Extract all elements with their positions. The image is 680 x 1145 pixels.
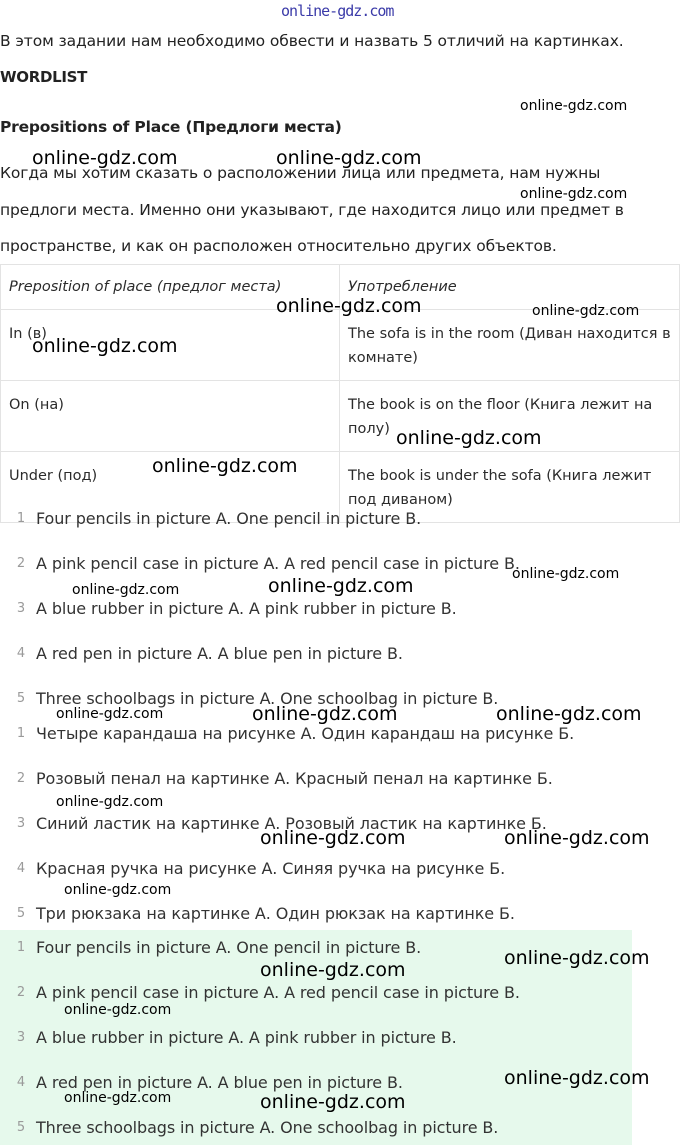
item-text: A pink pencil case in picture A. A red pencil case in picture B. xyxy=(36,983,520,1002)
watermark: online-gdz.com xyxy=(512,566,620,582)
watermark: online-gdz.com xyxy=(260,827,406,849)
table-header: Preposition of place (предлог места) xyxy=(1,265,340,310)
item-number: 2 xyxy=(16,556,26,571)
item-text: Four pencils in picture A. One pencil in picture B. xyxy=(36,938,422,957)
watermark: online-gdz.com xyxy=(520,98,628,114)
watermark: online-gdz.com xyxy=(396,427,542,449)
item-number: 3 xyxy=(16,816,26,831)
item-number: 5 xyxy=(16,906,26,921)
watermark: online-gdz.com xyxy=(520,186,628,202)
watermark: online-gdz.com xyxy=(152,455,298,477)
watermark: online-gdz.com xyxy=(496,703,642,725)
list-item xyxy=(0,556,680,601)
watermark: online-gdz.com xyxy=(64,882,172,898)
usage-line: The book is on the floor (Книга лежит на xyxy=(348,397,653,413)
item-text: A blue rubber in picture A. A pink rubber in picture B. xyxy=(36,599,457,618)
watermark: online-gdz.com xyxy=(32,335,178,357)
item-text: A blue rubber in picture A. A pink rubber in picture B. xyxy=(36,1028,457,1047)
item-number: 4 xyxy=(16,1075,26,1090)
answers-ru-list xyxy=(0,718,680,933)
table-cell xyxy=(340,310,680,381)
paragraph-line: пространстве, и как он расположен относительно других объектов. xyxy=(0,237,557,255)
item-number: 4 xyxy=(16,646,26,661)
table-cell: On (на) xyxy=(1,381,340,452)
list-item xyxy=(0,771,680,816)
item-text: A pink pencil case in picture A. A red pencil case in picture B. xyxy=(36,554,520,573)
watermark: online-gdz.com xyxy=(504,947,650,969)
watermark: online-gdz.com xyxy=(64,1002,172,1018)
item-text: Три рюкзака на картинке А. Один рюкзак на картинке Б. xyxy=(36,904,515,923)
usage-line: полу) xyxy=(348,421,390,437)
item-text: Four pencils in picture A. One pencil in picture B. xyxy=(36,509,422,528)
watermark: online-gdz.com xyxy=(532,303,640,319)
table-header: Употребление xyxy=(340,265,680,310)
list-item xyxy=(0,861,680,906)
item-number: 2 xyxy=(16,985,26,1000)
item-text: Четыре карандаша на рисунке А. Один карандаш на рисунке Б. xyxy=(36,724,575,743)
table-row xyxy=(1,310,680,381)
usage-line: под диваном) xyxy=(348,492,453,508)
item-text: Three schoolbags in picture A. One schoolbag in picture B. xyxy=(36,1118,499,1137)
watermark: online-gdz.com xyxy=(268,575,414,597)
list-item xyxy=(0,511,680,556)
item-text: Красная ручка на рисунке А. Синяя ручка на рисунке Б. xyxy=(36,859,506,878)
wordlist-label: WORDLIST xyxy=(0,68,88,86)
table-header-row xyxy=(1,265,680,310)
table-cell xyxy=(340,381,680,452)
watermark: online-gdz.com xyxy=(281,2,394,20)
item-text: Three schoolbags in picture A. One schoolbag in picture B. xyxy=(36,689,499,708)
item-text: Розовый пенал на картинке А. Красный пенал на картинке Б. xyxy=(36,769,553,788)
list-item xyxy=(0,985,680,1030)
table-cell: Under (под) xyxy=(1,452,340,523)
table-row xyxy=(1,381,680,452)
item-text: A red pen in picture A. A blue pen in picture B. xyxy=(36,644,403,663)
intro-text: В этом задании нам необходимо обвести и назвать 5 отличий на картинках. xyxy=(0,32,624,50)
item-number: 5 xyxy=(16,1120,26,1135)
list-item xyxy=(0,1030,680,1075)
list-item xyxy=(0,940,680,985)
watermark: online-gdz.com xyxy=(276,295,422,317)
watermark: online-gdz.com xyxy=(56,794,164,810)
list-item xyxy=(0,816,680,861)
table-cell: In (в) xyxy=(1,310,340,381)
item-number: 2 xyxy=(16,771,26,786)
watermark: online-gdz.com xyxy=(72,582,180,598)
usage-line: The sofa is in the room (Диван находится в xyxy=(348,326,671,342)
watermark: online-gdz.com xyxy=(260,1091,406,1113)
list-item xyxy=(0,1120,680,1145)
list-item xyxy=(0,646,680,691)
item-number: 3 xyxy=(16,1030,26,1045)
paragraph-line: Когда мы хотим сказать о расположении лица или предмета, нам нужны xyxy=(0,164,601,182)
list-item xyxy=(0,601,680,646)
item-number: 1 xyxy=(16,940,26,955)
usage-line: комнате) xyxy=(348,350,418,366)
watermark: online-gdz.com xyxy=(252,703,398,725)
watermark: online-gdz.com xyxy=(260,959,406,981)
watermark: online-gdz.com xyxy=(56,706,164,722)
paragraph-line: предлоги места. Именно они указывают, где находится лицо или предмет в xyxy=(0,201,624,219)
usage-line: The book is under the sofa (Книга лежит xyxy=(348,468,652,484)
item-number: 1 xyxy=(16,726,26,741)
item-number: 5 xyxy=(16,691,26,706)
watermark: online-gdz.com xyxy=(504,827,650,849)
item-number: 1 xyxy=(16,511,26,526)
item-text: A red pen in picture A. A blue pen in picture B. xyxy=(36,1073,403,1092)
answers-en-list xyxy=(0,508,680,733)
prepositions-table xyxy=(0,264,680,523)
answers-en-highlighted-list xyxy=(0,930,632,1145)
watermark: online-gdz.com xyxy=(64,1090,172,1106)
list-item xyxy=(0,1075,680,1120)
item-number: 3 xyxy=(16,601,26,616)
watermark: online-gdz.com xyxy=(504,1067,650,1089)
item-number: 4 xyxy=(16,861,26,876)
watermark: online-gdz.com xyxy=(276,147,422,169)
item-text: Синий ластик на картинке А. Розовый ластик на картинке Б. xyxy=(36,814,547,833)
section-heading: Prepositions of Place (Предлоги места) xyxy=(0,118,342,136)
watermark: online-gdz.com xyxy=(32,147,178,169)
list-item xyxy=(0,726,680,771)
